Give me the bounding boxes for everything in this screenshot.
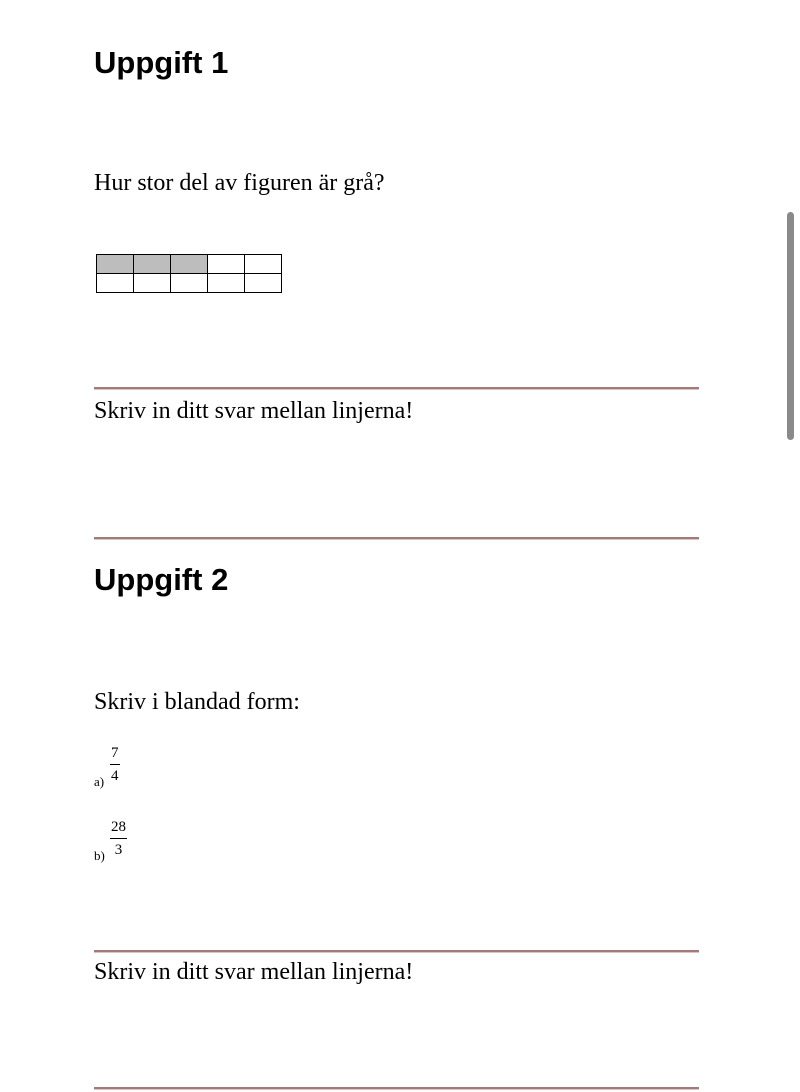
fraction-item-label: b)	[94, 848, 105, 863]
fraction-numerator: 28	[110, 818, 127, 839]
grid-cell	[208, 274, 245, 293]
vertical-scrollbar[interactable]	[787, 212, 794, 440]
task-2-answer-area[interactable]	[94, 992, 699, 1086]
task-1-answer-bottom-line	[94, 537, 699, 540]
grid-cell	[134, 274, 171, 293]
grid-cell-shaded	[171, 255, 208, 274]
grid-cell-shaded	[97, 255, 134, 274]
grid-cell-shaded	[134, 255, 171, 274]
task-2-question: Skriv i blandad form:	[94, 689, 300, 715]
grid-cell	[245, 255, 282, 274]
grid-row	[97, 255, 282, 274]
task-2-answer-hint: Skriv in ditt svar mellan linjerna!	[94, 959, 414, 985]
fraction-grid-figure	[96, 254, 282, 293]
task-1-answer-top-line	[94, 387, 699, 390]
task-1-answer-area[interactable]	[94, 430, 699, 536]
fraction	[110, 818, 127, 859]
grid-cell	[171, 274, 208, 293]
fraction	[110, 744, 120, 785]
task-1-title: Uppgift 1	[94, 45, 229, 80]
fraction-denominator: 3	[114, 842, 123, 858]
grid-cell	[97, 274, 134, 293]
grid-cell	[208, 255, 245, 274]
task-2-title: Uppgift 2	[94, 562, 229, 597]
fraction-item-label: a)	[94, 774, 105, 789]
task-2-answer-top-line	[94, 950, 699, 953]
fraction-denominator: 4	[111, 768, 119, 784]
grid-row	[97, 274, 282, 293]
grid-cell	[245, 274, 282, 293]
task-2-answer-bottom-line	[94, 1087, 699, 1090]
task-1-question: Hur stor del av figuren är grå?	[94, 170, 385, 196]
fraction-numerator: 7	[110, 744, 120, 765]
task-1-answer-hint: Skriv in ditt svar mellan linjerna!	[94, 398, 414, 424]
